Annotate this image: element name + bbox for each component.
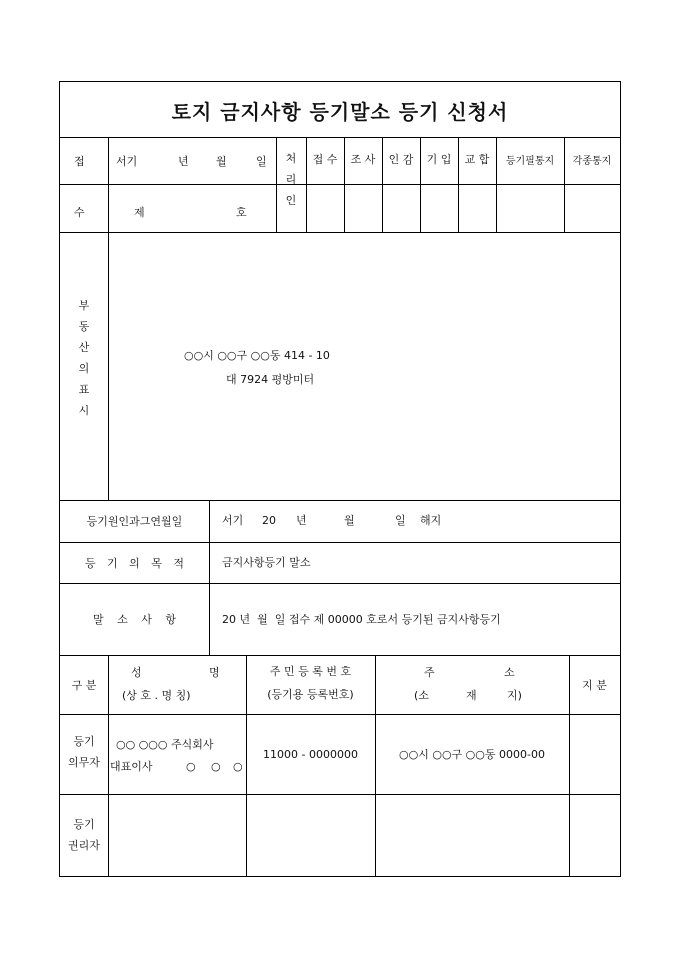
rule [209, 500, 210, 655]
process-label-char: 인 [285, 194, 297, 207]
property-label-char: 부 [78, 299, 90, 312]
obligor-company: ○○ ○○○ 주식회사 [116, 738, 214, 751]
holder-label-line: 권리자 [68, 839, 100, 852]
header-addr-bottom-1: (소 [414, 689, 429, 702]
header-reg-top: 주 민 등 록 번 호 [269, 665, 352, 678]
header-division: 구 분 [71, 678, 97, 692]
cause-label: 등기원인과그연월일 [86, 515, 183, 528]
rule [60, 794, 620, 795]
number-suffix: 호 [236, 206, 247, 219]
form-title: 토지 금지사항 등기말소 등기 신청서 [171, 100, 509, 124]
property-label-char: 산 [78, 341, 90, 354]
obligor-reg-number: 11000 - 0000000 [263, 747, 358, 761]
cause-day-unit: 일 [395, 514, 406, 527]
cause-month-unit: 월 [344, 514, 355, 527]
date-era: 서기 [116, 155, 138, 168]
header-addr-top-left: 주 [424, 666, 435, 679]
date-year-unit: 년 [178, 155, 189, 168]
date-month-unit: 월 [216, 155, 227, 168]
process-col-reception: 접 수 [312, 153, 338, 166]
rule [108, 137, 109, 232]
reception-label-top: 접 [74, 155, 85, 168]
property-label [60, 295, 108, 421]
obligor-label-line: 등기 [73, 735, 95, 748]
property-label-char: 시 [78, 404, 90, 417]
cause-era: 서기 [222, 514, 244, 527]
obligor-rep-char: ○ [233, 760, 243, 773]
holder-label [60, 814, 108, 856]
holder-label-line: 등기 [73, 818, 95, 831]
obligor-rep-char: ○ [186, 760, 196, 773]
header-addr-bottom-2: 재 [466, 689, 477, 702]
process-col-survey: 조 사 [350, 153, 376, 166]
rule [60, 232, 620, 233]
cancel-value: 20 년 월 일 접수 제 00000 호로서 등기된 금지사항등기 [222, 613, 501, 626]
header-name-bottom: (상 호 . 명 칭) [122, 689, 191, 702]
process-col-entry: 기 입 [426, 153, 452, 166]
process-label-char: 리 [285, 173, 297, 186]
rule [60, 137, 620, 138]
rule [60, 184, 620, 185]
header-reg-bottom: (등기용 등록번호) [267, 688, 354, 701]
rule [60, 655, 620, 656]
header-name-top-left: 성 [131, 666, 142, 679]
process-col-completion-notice: 등기필통지 [505, 155, 555, 167]
rule [108, 655, 109, 877]
application-form [59, 81, 621, 877]
number-prefix: 제 [134, 206, 145, 219]
obligor-share [569, 747, 620, 761]
property-label-char: 표 [78, 383, 90, 396]
cause-type: 해지 [420, 514, 442, 527]
header-addr-bottom-3: 지) [507, 689, 522, 702]
date-day-unit: 일 [256, 155, 267, 168]
rule [60, 714, 620, 715]
obligor-address: ○○시 ○○구 ○○동 0000-00 [399, 748, 545, 761]
obligor-label [60, 731, 108, 773]
reception-label-bottom: 수 [74, 206, 85, 219]
property-label-char: 의 [78, 362, 90, 375]
property-address: ○○시 ○○구 ○○동 414 - 10 [184, 349, 330, 362]
property-area: 대 7924 평방미터 [226, 373, 315, 386]
rule [108, 232, 109, 500]
cause-year: 20 [262, 514, 276, 527]
process-col-check: 교 합 [464, 153, 490, 166]
obligor-label-line: 의무자 [68, 756, 100, 769]
process-col-various-notice: 각종통지 [572, 155, 612, 167]
rule [375, 655, 376, 877]
cancel-label: 말 소 사 항 [93, 613, 176, 626]
process-col-seal: 인 감 [388, 153, 414, 166]
purpose-label: 등 기 의 목 적 [84, 556, 185, 570]
header-addr-top-right: 소 [504, 666, 515, 679]
cause-year-unit: 년 [296, 514, 307, 527]
header-name-top-right: 명 [209, 666, 220, 679]
process-label [276, 148, 306, 211]
obligor-title: 대표이사 [110, 760, 153, 773]
header-share: 지 분 [582, 678, 607, 692]
property-label-char: 동 [78, 320, 90, 333]
purpose-value: 금지사항등기 말소 [222, 556, 311, 569]
obligor-rep-char: ○ [211, 760, 221, 773]
process-label-char: 처 [285, 152, 297, 165]
